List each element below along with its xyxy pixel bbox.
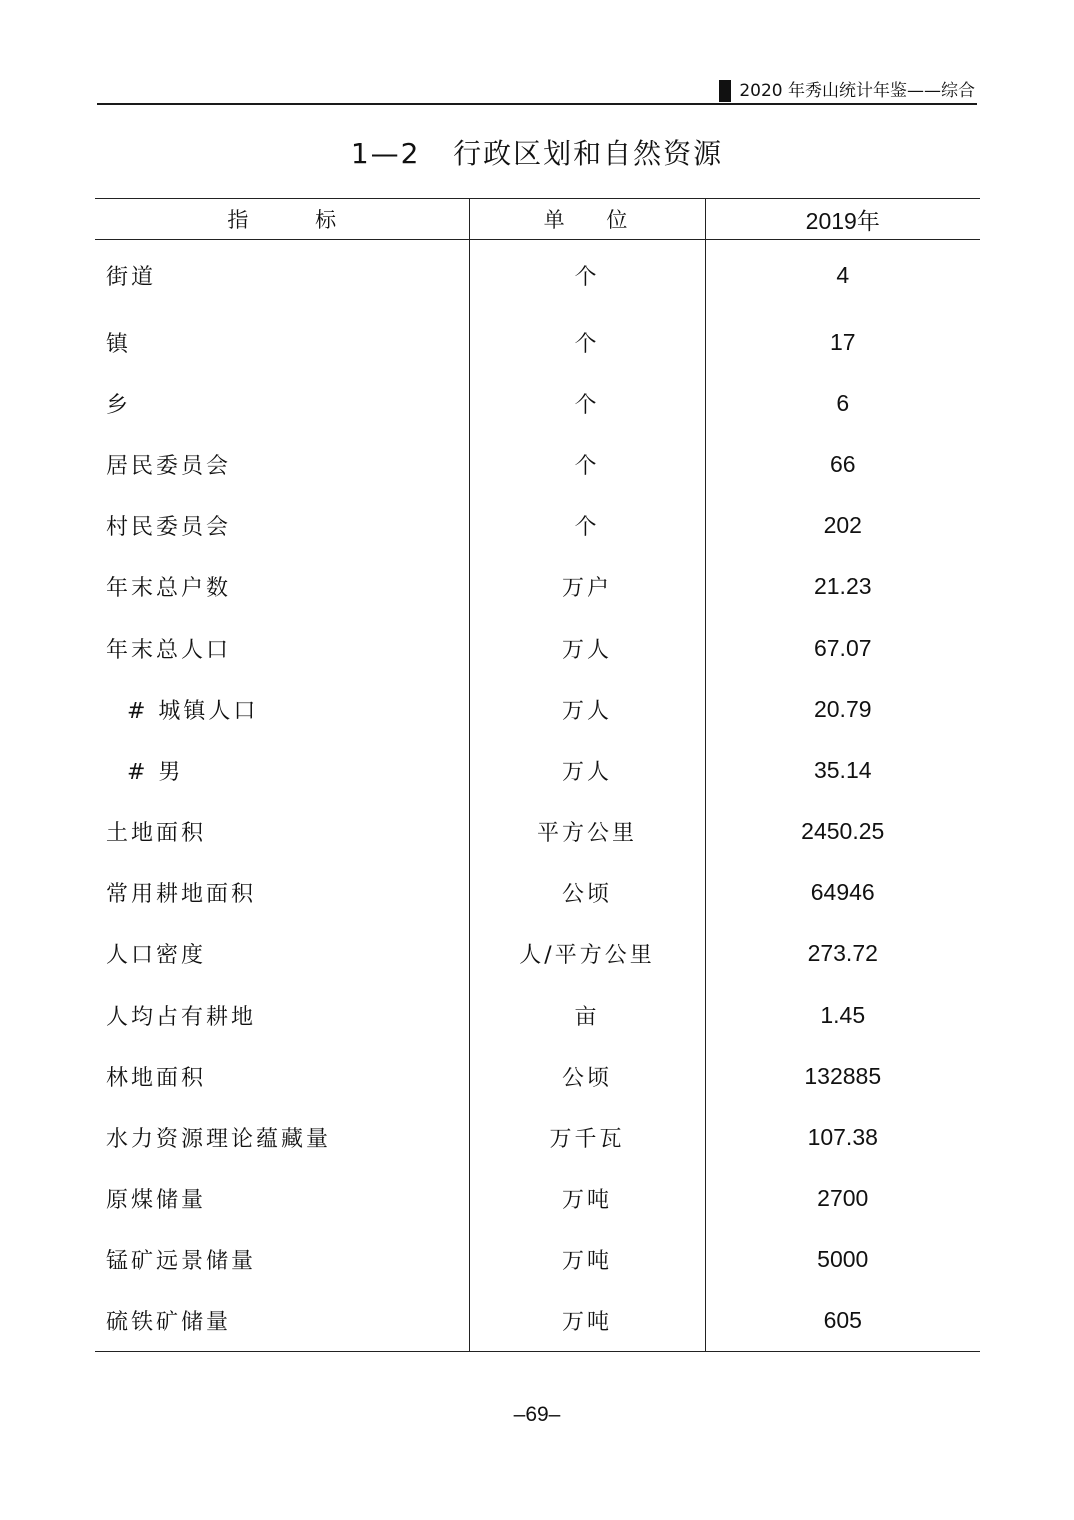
unit-cell: 个 [469, 240, 705, 312]
header-title-text: 2020 年秀山统计年鉴——综合 [739, 81, 975, 101]
page-title: 1—2 行政区划和自然资源 [350, 137, 724, 170]
table-row [95, 1168, 980, 1229]
value-cell: 107.38 [705, 1107, 980, 1168]
unit-cell: 公顷 [469, 862, 705, 923]
indicator-cell: # 男 [127, 759, 184, 785]
running-header [97, 74, 977, 105]
indicator-cell: 锰矿远景储量 [106, 1249, 257, 1275]
indicator-cell: 街道 [106, 265, 157, 291]
value-cell: 2700 [705, 1168, 980, 1229]
table-row [95, 679, 980, 740]
value-cell: 1.45 [705, 985, 980, 1046]
indicator-cell: 镇 [106, 331, 132, 357]
table-row [95, 240, 980, 312]
value-cell: 67.07 [705, 617, 980, 678]
value-cell: 66 [705, 434, 980, 495]
indicator-cell: 乡 [106, 392, 132, 418]
table-row [95, 1107, 980, 1168]
value-cell: 202 [705, 495, 980, 556]
table-row [95, 985, 980, 1046]
unit-cell: 人/平方公里 [469, 923, 705, 984]
indicator-cell: 常用耕地面积 [106, 882, 257, 908]
indicator-cell: 原煤储量 [106, 1188, 207, 1214]
indicator-cell: 年末总户数 [106, 576, 232, 602]
value-cell: 35.14 [705, 740, 980, 801]
indicator-cell: 年末总人口 [106, 637, 232, 663]
table-row [95, 373, 980, 434]
value-cell: 605 [705, 1291, 980, 1352]
column-header-year: 2019年 [705, 199, 980, 240]
column-header-indicator: 指 标 [95, 199, 469, 240]
header-block-mark [719, 80, 731, 102]
value-cell: 2450.25 [705, 801, 980, 862]
unit-cell: 亩 [469, 985, 705, 1046]
table-row [95, 923, 980, 984]
unit-cell: 万户 [469, 556, 705, 617]
indicator-cell: 硫铁矿储量 [95, 1291, 469, 1352]
value-cell: 273.72 [705, 923, 980, 984]
indicator-cell: 村民委员会 [106, 515, 232, 541]
table-row [95, 1229, 980, 1290]
value-cell: 4 [705, 240, 980, 312]
indicator-cell: 水力资源理论蕴藏量 [106, 1127, 332, 1153]
unit-cell: 万人 [469, 679, 705, 740]
value-cell: 6 [705, 373, 980, 434]
indicator-cell: 林地面积 [106, 1065, 207, 1091]
value-cell: 20.79 [705, 679, 980, 740]
unit-cell: 个 [469, 495, 705, 556]
value-cell: 5000 [705, 1229, 980, 1290]
header-title [719, 80, 975, 102]
unit-cell: 个 [469, 312, 705, 373]
value-cell: 21.23 [705, 556, 980, 617]
table-body [95, 240, 980, 1352]
table-row [95, 312, 980, 373]
table-row [95, 495, 980, 556]
indicator-cell: # 城镇人口 [127, 698, 259, 724]
value-cell: 64946 [705, 862, 980, 923]
indicator-cell: 居民委员会 [106, 453, 232, 479]
unit-cell: 万人 [469, 617, 705, 678]
table-row [95, 1291, 980, 1352]
table-header-row [95, 199, 980, 240]
unit-cell: 个 [469, 373, 705, 434]
stats-table [95, 198, 980, 1352]
indicator-cell: 人均占有耕地 [106, 1004, 257, 1030]
unit-cell: 平方公里 [469, 801, 705, 862]
table-row [95, 801, 980, 862]
unit-cell: 万吨 [469, 1291, 705, 1352]
indicator-cell: 土地面积 [106, 821, 207, 847]
table-row [95, 862, 980, 923]
value-cell: 132885 [705, 1046, 980, 1107]
column-header-unit: 单 位 [469, 199, 705, 240]
unit-cell: 个 [469, 434, 705, 495]
unit-cell: 万吨 [469, 1168, 705, 1229]
unit-cell: 万千瓦 [469, 1107, 705, 1168]
table-row [95, 617, 980, 678]
table-row [95, 556, 980, 617]
unit-cell: 万吨 [469, 1229, 705, 1290]
table-row [95, 434, 980, 495]
unit-cell: 公顷 [469, 1046, 705, 1107]
value-cell: 17 [705, 312, 980, 373]
page-number: –69– [513, 1403, 561, 1426]
indicator-cell: 人口密度 [106, 943, 207, 969]
unit-cell: 万人 [469, 740, 705, 801]
table-row [95, 740, 980, 801]
table-row [95, 1046, 980, 1107]
